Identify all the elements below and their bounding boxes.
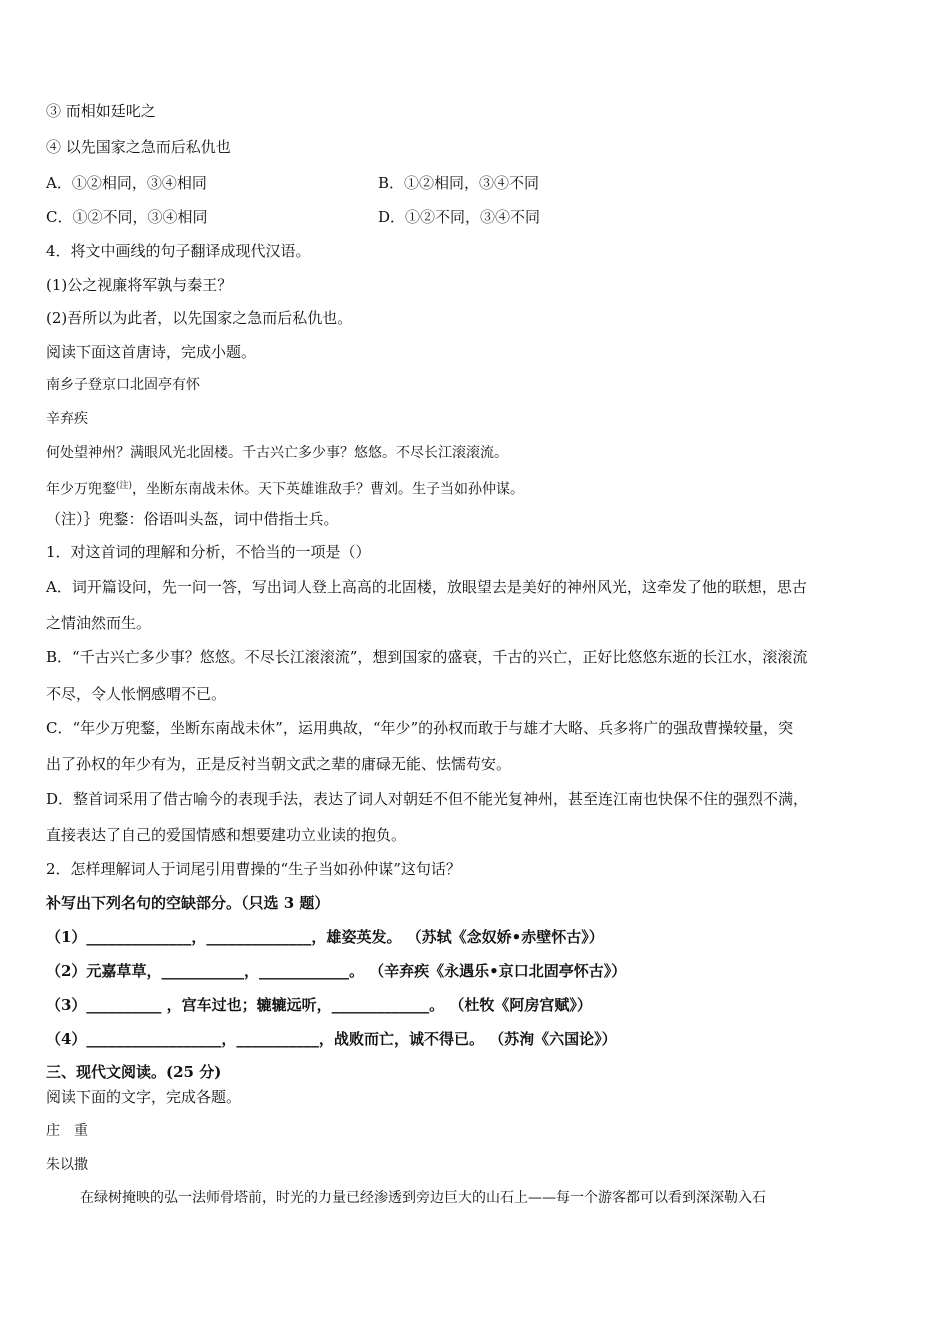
article-title: 庄 重 xyxy=(46,1123,88,1139)
section-3-intro: 阅读下面的文字，完成各题。 xyxy=(46,1088,242,1106)
fill-item-4: （4）__________________，___________，战败而亡，诚不得已。 （苏洵《六国论》） xyxy=(46,1030,617,1048)
q4-sentence-1: (1)公之视廉将军孰与秦王？ xyxy=(46,276,233,294)
poem-note-mark: (注) xyxy=(116,481,133,491)
fill-item-3: （3）__________ ，宫车过也；辘辘远听，_____________。 （杜牧《阿房宫赋》） xyxy=(46,996,592,1014)
article-paragraph-1: 在绿树掩映的弘一法师骨塔前，时光的力量已经渗透到旁边巨大的山石上——每一个游客都可以看到深深勒入石 xyxy=(80,1190,766,1206)
q3-option-c: C．①②不同，③④相同 xyxy=(46,208,208,226)
pq1-option-a-line-1: A．词开篇设问，先一问一答，写出词人登上高高的北固楼，放眼望去是美好的神州风光，这牵发了他的联想，思古 xyxy=(46,578,807,596)
poem-note: （注）｝兜鍪：俗语叫头盔，词中借指士兵。 xyxy=(46,510,339,528)
poem-author: 辛弃疾 xyxy=(46,411,88,427)
poem-title: 南乡子登京口北固亭有怀 xyxy=(46,377,200,393)
pq1-option-b-line-1: B．“千古兴亡多少事？悠悠。不尽长江滚滚流”，想到国家的盛衰，千古的兴亡，正好比悠悠东逝的长江水，滚滚流 xyxy=(46,648,808,666)
poem-intro: 阅读下面这首唐诗，完成小题。 xyxy=(46,343,257,361)
pq1-option-d-line-2: 直接表达了自己的爱国情感和想要建功立业读的抱负。 xyxy=(46,826,407,844)
poem-line-1: 何处望神州？满眼风光北固楼。千古兴亡多少事？悠悠。不尽长江滚滚流。 xyxy=(46,445,508,461)
fill-item-1: （1）______________，______________，雄姿英发。 （苏轼《念奴娇•赤壁怀古》） xyxy=(46,928,604,946)
pq1-stem: 1．对这首词的理解和分析，不恰当的一项是（） xyxy=(46,543,371,561)
poem-line-2 xyxy=(46,476,524,500)
pq1-option-c-line-2: 出了孙权的年少有为，正是反衬当朝文武之辈的庸碌无能、怯懦苟安。 xyxy=(46,755,512,773)
poem-line-2a: 年少万兜鍪 xyxy=(46,481,116,498)
pq1-option-a-line-2: 之情油然而生。 xyxy=(46,614,152,632)
q4-stem: 4．将文中画线的句子翻译成现代汉语。 xyxy=(46,242,311,260)
pq1-option-d-line-1: D．整首词采用了借古喻今的表现手法，表达了词人对朝廷不但不能光复神州，甚至连江南也快保不住的强烈不满， xyxy=(46,790,809,808)
q3-option-d: D．①②不同，③④不同 xyxy=(378,208,541,226)
pq1-option-b-line-2: 不尽，令人怅惘感喟不已。 xyxy=(46,685,227,703)
pq1-option-c-line-1: C．“年少万兜鍪，坐断东南战未休”，运用典故，“年少”的孙权而敢于与雄才大略、兵多将广的强敌曹操较量，突 xyxy=(46,719,794,737)
q3-item-3: ③ 而相如廷叱之 xyxy=(46,102,156,120)
pq2-stem: 2．怎样理解词人于词尾引用曹操的“生子当如孙仲谋”这句话？ xyxy=(46,860,461,878)
q3-item-4: ④ 以先国家之急而后私仇也 xyxy=(46,138,231,156)
q4-sentence-2: (2)吾所以为此者，以先国家之急而后私仇也。 xyxy=(46,309,353,327)
fill-item-2: （2）元嘉草草，___________，____________。 （辛弃疾《永遇乐•京口北固亭怀古》） xyxy=(46,962,627,980)
poem-line-2b: ，坐断东南战未休。天下英雄谁敌手？曹刘。生子当如孙仲谋。 xyxy=(132,481,525,498)
q3-option-a: A．①②相同，③④相同 xyxy=(46,174,207,192)
q3-option-b: B．①②相同，③④不同 xyxy=(378,174,540,192)
article-author: 朱以撒 xyxy=(46,1157,88,1173)
section-3-heading: 三、现代文阅读。(25 分) xyxy=(46,1063,222,1081)
fill-heading: 补写出下列名句的空缺部分。（只选 3 题） xyxy=(46,894,330,912)
